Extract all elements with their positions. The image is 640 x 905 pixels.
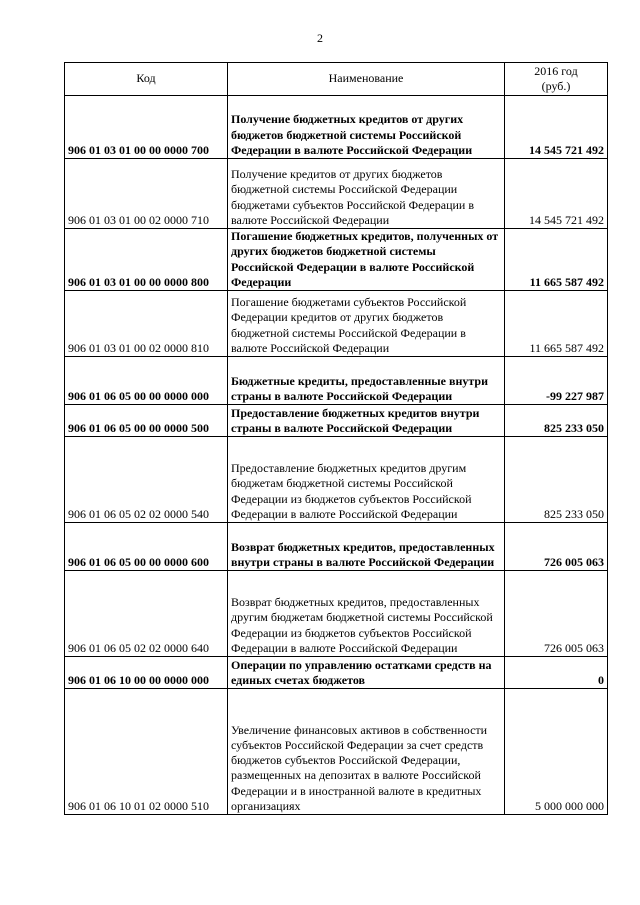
row-name: Увеличение финансовых активов в собственности субъектов Российской Федерации за счет средств бюджетов субъектов Российской Федерации, размещенных на депозитах в валюте Российской Федерации и в иностранной валюте в кредитных организациях — [228, 689, 505, 815]
table-row — [65, 357, 608, 405]
table-row — [65, 523, 608, 571]
header-name: Наименование — [228, 63, 505, 96]
row-amount: 825 233 050 — [505, 437, 608, 523]
table-header-row — [65, 63, 608, 96]
row-amount: 5 000 000 000 — [505, 689, 608, 815]
row-name: Предоставление бюджетных кредитов внутри страны в валюте Российской Федерации — [228, 405, 505, 437]
row-name: Получение кредитов от других бюджетов бюджетной системы Российской Федерации бюджетами субъектов Российской Федерации в валюте Российской Федерации — [228, 159, 505, 229]
header-unit-label: (руб.) — [541, 79, 571, 93]
table-row — [65, 437, 608, 523]
table-row — [65, 689, 608, 815]
header-year-label: 2016 год — [534, 64, 578, 78]
row-name: Предоставление бюджетных кредитов другим бюджетам бюджетной системы Российской Федерации из бюджетов субъектов Российской Федерации в валюте Российской Федерации — [228, 437, 505, 523]
row-code: 906 01 06 05 00 00 0000 500 — [65, 405, 228, 437]
row-amount: 14 545 721 492 — [505, 159, 608, 229]
row-code: 906 01 03 01 00 00 0000 700 — [65, 96, 228, 159]
table-row — [65, 657, 608, 689]
row-amount: 0 — [505, 657, 608, 689]
row-name: Операции по управлению остатками средств на единых счетах бюджетов — [228, 657, 505, 689]
row-name: Погашение бюджетами субъектов Российской Федерации кредитов от других бюджетов бюджетной системы Российской Федерации в валюте Российской Федерации — [228, 291, 505, 357]
row-code: 906 01 06 10 01 02 0000 510 — [65, 689, 228, 815]
header-year — [505, 63, 608, 96]
row-code: 906 01 03 01 00 02 0000 710 — [65, 159, 228, 229]
row-amount: 726 005 063 — [505, 523, 608, 571]
row-amount: 11 665 587 492 — [505, 291, 608, 357]
row-name: Получение бюджетных кредитов от других бюджетов бюджетной системы Российской Федерации в валюте Российской Федерации — [228, 96, 505, 159]
row-code: 906 01 06 05 00 00 0000 000 — [65, 357, 228, 405]
row-code: 906 01 06 05 00 00 0000 600 — [65, 523, 228, 571]
header-code: Код — [65, 63, 228, 96]
row-code: 906 01 06 05 02 02 0000 640 — [65, 571, 228, 657]
budget-sources-table — [64, 62, 608, 815]
row-code: 906 01 06 10 00 00 0000 000 — [65, 657, 228, 689]
row-name: Погашение бюджетных кредитов, полученных от других бюджетов бюджетной системы Российской Федерации в валюте Российской Федерации — [228, 229, 505, 291]
row-amount: 825 233 050 — [505, 405, 608, 437]
table-row — [65, 571, 608, 657]
row-code: 906 01 03 01 00 00 0000 800 — [65, 229, 228, 291]
row-name: Бюджетные кредиты, предоставленные внутри страны в валюте Российской Федерации — [228, 357, 505, 405]
row-amount: -99 227 987 — [505, 357, 608, 405]
table-row — [65, 229, 608, 291]
table-body — [65, 96, 608, 815]
row-amount: 14 545 721 492 — [505, 96, 608, 159]
row-name: Возврат бюджетных кредитов, предоставленных другим бюджетам бюджетной системы Российской Федерации из бюджетов субъектов Российской Федерации в валюте Российской Федерации — [228, 571, 505, 657]
page-number: 2 — [317, 31, 323, 45]
row-amount: 11 665 587 492 — [505, 229, 608, 291]
table-row — [65, 159, 608, 229]
row-code: 906 01 03 01 00 02 0000 810 — [65, 291, 228, 357]
table-row — [65, 291, 608, 357]
table-row — [65, 96, 608, 159]
table-row — [65, 405, 608, 437]
row-name: Возврат бюджетных кредитов, предоставленных внутри страны в валюте Российской Федерации — [228, 523, 505, 571]
row-code: 906 01 06 05 02 02 0000 540 — [65, 437, 228, 523]
row-amount: 726 005 063 — [505, 571, 608, 657]
